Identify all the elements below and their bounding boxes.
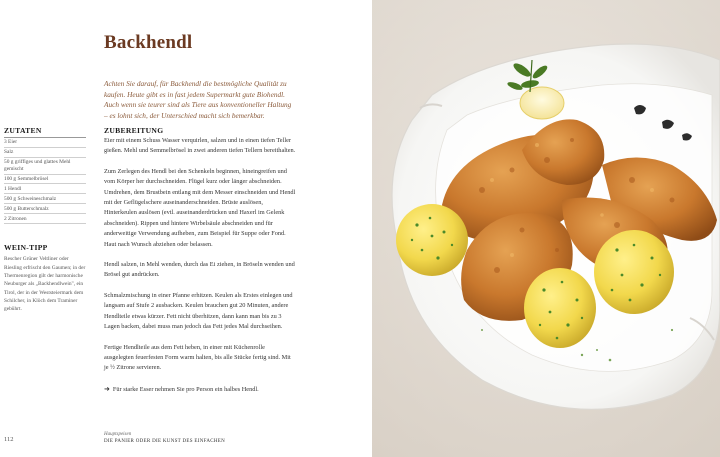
photo-page	[372, 0, 720, 457]
wine-tip-text: Rescher Grüner Veltliner oder Riesling erfrischt den Gaumen; in der Thermenregion gilt der harmonische Neuburger als „Backhendlwein", ein Tirol, der in der Weststeiermark dem Schilcher, in Klöch dem Traminer gebührt.	[4, 256, 86, 313]
recipe-title: Backhendl	[104, 32, 193, 53]
ingredient-item: 500 g Schweineschmalz	[4, 194, 86, 204]
ingredient-item: 3 Eier	[4, 138, 86, 148]
ingredient-item: 1 Hendl	[4, 184, 86, 194]
serving-note-text: Für starke Esser nehmen Sie pro Person ein halbes Hendl.	[112, 385, 259, 393]
arrow-right-icon: ➜	[104, 384, 110, 393]
ingredient-item: Salz	[4, 148, 86, 158]
preparation-heading: ZUBEREITUNG	[104, 126, 164, 135]
footer-chapter: DIE PANIER ODER DIE KUNST DES EINFACHEN	[104, 439, 226, 444]
ingredients-list	[4, 138, 86, 224]
footer-category: Hauptspeisen	[104, 432, 132, 437]
preparation-paragraph: Eier mit einem Schuss Wasser verquirlen, salzen und in einen tiefen Teller gießen. Mehl und Semmelbrösel in zwei anderen tiefen Tellern bereithalten.	[104, 137, 296, 155]
recipe-intro	[104, 79, 292, 121]
recipe-sidebar	[4, 126, 86, 313]
backhendl-photo	[372, 0, 720, 457]
wine-tip-heading: WEIN-TIPP	[4, 243, 48, 253]
ingredient-item: 2 Zitronen	[4, 214, 86, 224]
ingredients-heading: ZUTATEN	[4, 126, 86, 138]
page-footer	[104, 431, 225, 445]
serving-note	[104, 384, 296, 395]
preparation-section	[104, 126, 296, 395]
preparation-paragraph: Fertige Hendlteile aus dem Fett heben, in einer mit Küchenrolle ausgelegten feuerfesten Form warm halten, bis alle Stücke fertig sind. Mit je ½ Zitrone servieren.	[104, 343, 291, 372]
page-number: 112	[4, 436, 14, 443]
ingredient-item: 50 g griffiges und glattes Mehl gemischt	[4, 158, 86, 175]
ingredient-item: 100 g Semmelbrösel	[4, 175, 86, 185]
preparation-paragraph: Hendl salzen, in Mehl wenden, durch das Ei ziehen, in Bröseln wenden und Brösel gut andrücken.	[104, 261, 295, 279]
preparation-paragraph: Zum Zerlegen des Hendl bei den Schenkeln beginnen, hineingreifen und vom Körper her durchschneiden. Flügel kurz oder länger abschneiden. Umdrehen, dem Brustbein entlang mit dem Messer einschneiden und Hendl mit der Geflügelschere auseinanderschneiden. Brüste auslösen, Hinterkeulen auslösen (evtl. auseinanderdrücken und Haxerl im Gelenk abschneiden). Rippen und hintere Wirbelsäule abschneiden und für anderweitige Verwendung aufheben, zum Beispiel für Suppe oder Fond. Haut nach Wunsch abziehen oder belassen.	[104, 167, 296, 248]
ingredient-item: 500 g Butterschmalz	[4, 204, 86, 214]
intro-text: Achten Sie darauf, für Backhendl die bestmögliche Qualität zu kaufen. Heute gibt es in fast jedem Supermarkt gute Biohendl. Auch wenn sie teurer sind als Tiere aus konventioneller Haltung – es lohnt sich, der Unterschied macht sich bemerkbar.	[104, 79, 292, 120]
preparation-paragraph: Schmalzmischung in einer Pfanne erhitzen. Keulen als Erstes einlegen und langsam auf Stufe 2 ausbacken. Keulen brauchen gut 20 Minuten, andere Hendlteile etwas kürzer. Fett nicht überhitzen, dann kann man bis zu 3 Lagen backen, dabei muss man jedoch das Fett jedes Mal durchseihen.	[104, 291, 293, 331]
